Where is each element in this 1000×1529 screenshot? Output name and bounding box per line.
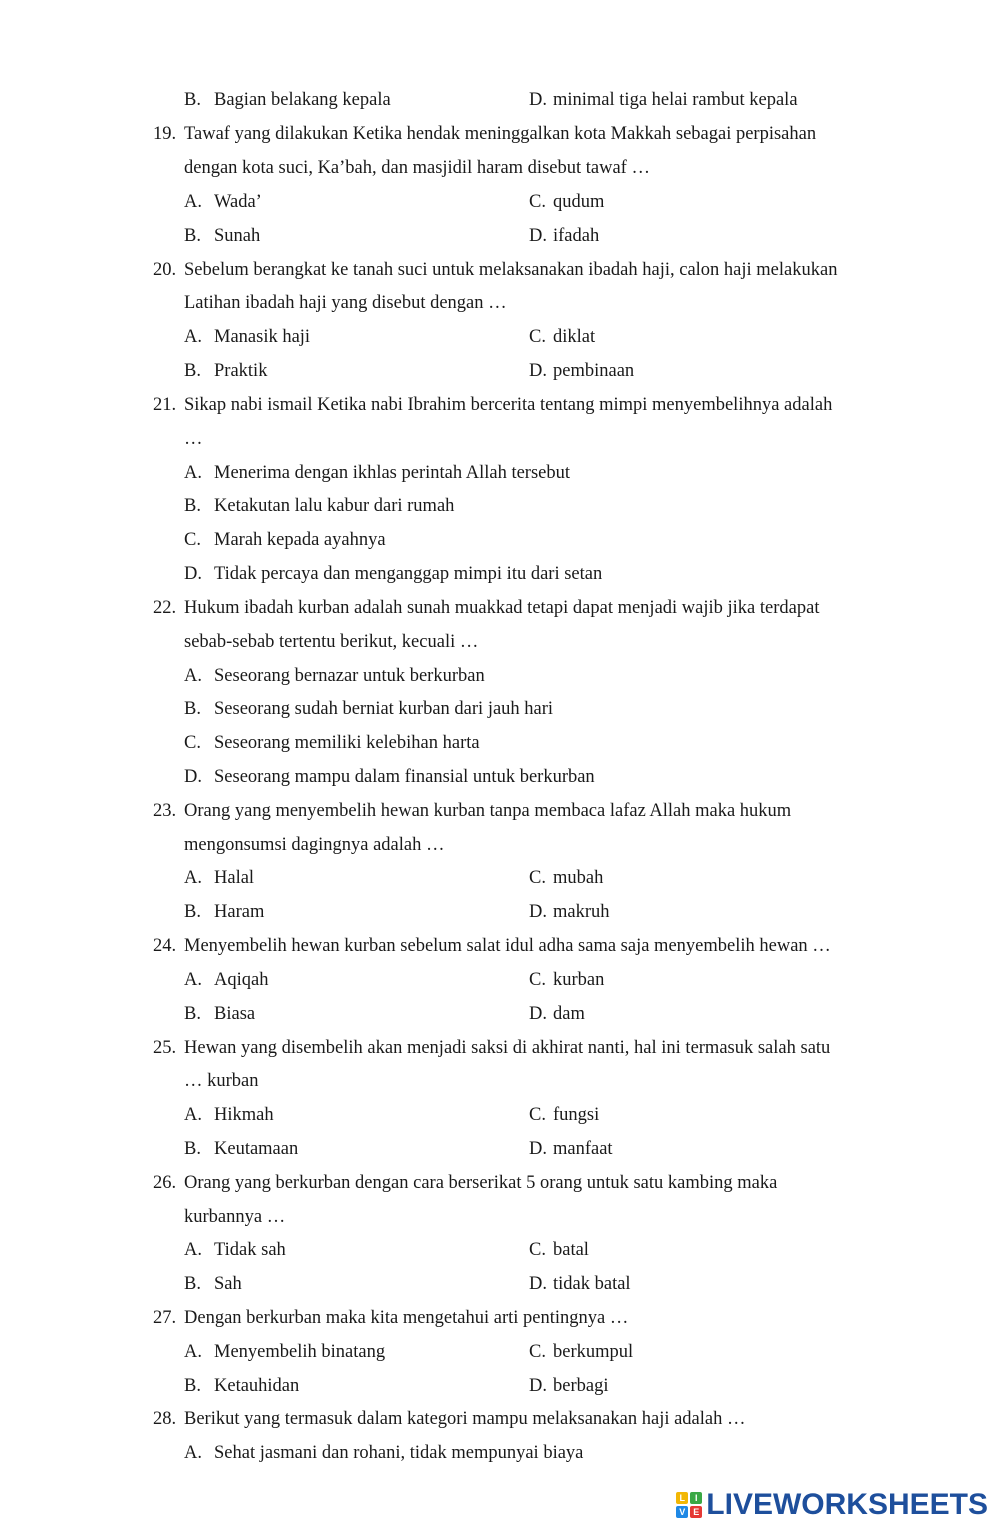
q23-options-row-2 bbox=[0, 895, 1000, 929]
option-text: Seseorang bernazar untuk berkurban bbox=[214, 666, 485, 686]
q22-option-c bbox=[0, 726, 1000, 760]
q23-option-a bbox=[184, 861, 255, 895]
option-label: D. bbox=[529, 1139, 547, 1159]
option-label: A. bbox=[184, 1105, 202, 1125]
q21-question-cont bbox=[0, 422, 1000, 456]
q25-option-c bbox=[529, 1098, 600, 1132]
option-label: B. bbox=[184, 361, 201, 381]
q19-options-row-1 bbox=[0, 185, 1000, 219]
q19-question-cont bbox=[0, 151, 1000, 185]
option-label: D. bbox=[529, 226, 547, 246]
question-text: Orang yang berkurban dengan cara berserikat 5 orang untuk satu kambing maka bbox=[184, 1173, 778, 1193]
q26-option-b bbox=[184, 1267, 242, 1301]
option-label: B. bbox=[184, 1274, 201, 1294]
option-text: Keutamaan bbox=[214, 1139, 299, 1159]
q25-option-b bbox=[184, 1132, 299, 1166]
option-label: A. bbox=[184, 1443, 202, 1463]
q21-option-d bbox=[0, 557, 1000, 591]
q21-question bbox=[0, 388, 1000, 422]
question-number: 19. bbox=[153, 124, 177, 144]
question-number: 24. bbox=[153, 936, 177, 956]
option-text: Sah bbox=[214, 1274, 242, 1294]
q27-options-row-2 bbox=[0, 1369, 1000, 1403]
option-label: B. bbox=[184, 226, 201, 246]
option-text: Seseorang sudah berniat kurban dari jauh hari bbox=[214, 699, 554, 719]
question-text: Sikap nabi ismail Ketika nabi Ibrahim bercerita tentang mimpi menyembelihnya adalah bbox=[184, 395, 833, 415]
q23-question bbox=[0, 794, 1000, 828]
question-text: kurbannya … bbox=[184, 1207, 286, 1227]
q27-option-d bbox=[529, 1369, 609, 1403]
question-number: 25. bbox=[153, 1038, 177, 1058]
option-text: Seseorang memiliki kelebihan harta bbox=[214, 733, 480, 753]
option-text: Praktik bbox=[214, 361, 268, 381]
option-text: Ketakutan lalu kabur dari rumah bbox=[214, 496, 455, 516]
q28-question bbox=[0, 1402, 1000, 1436]
q20-question-cont bbox=[0, 286, 1000, 320]
q19-option-c bbox=[529, 185, 605, 219]
option-label: D. bbox=[529, 1274, 547, 1294]
option-text: Sehat jasmani dan rohani, tidak mempunyai biaya bbox=[214, 1443, 584, 1463]
q18-option-b bbox=[184, 83, 391, 117]
question-number: 20. bbox=[153, 260, 177, 280]
option-label: A. bbox=[184, 192, 202, 212]
option-text: Sunah bbox=[214, 226, 261, 246]
option-label: A. bbox=[184, 463, 202, 483]
option-label: D. bbox=[529, 1004, 547, 1024]
q19-option-b bbox=[184, 219, 261, 253]
option-label: B. bbox=[184, 496, 201, 516]
option-text: makruh bbox=[553, 902, 610, 922]
option-label: C. bbox=[529, 1240, 546, 1260]
q25-options-row-1 bbox=[0, 1098, 1000, 1132]
q24-option-b bbox=[184, 997, 256, 1031]
option-text: mubah bbox=[553, 868, 604, 888]
q20-option-b bbox=[184, 354, 268, 388]
option-label: A. bbox=[184, 327, 202, 347]
logo-wordmark: LIVEWORKSHEETS bbox=[706, 1488, 988, 1521]
option-label: D. bbox=[184, 564, 202, 584]
q25-question bbox=[0, 1031, 1000, 1065]
q24-option-c bbox=[529, 963, 605, 997]
option-text: minimal tiga helai rambut kepala bbox=[553, 90, 798, 110]
option-text: Hikmah bbox=[214, 1105, 274, 1125]
question-number: 27. bbox=[153, 1308, 177, 1328]
question-number: 28. bbox=[153, 1409, 177, 1429]
q20-options-row-1 bbox=[0, 320, 1000, 354]
q26-question-cont bbox=[0, 1200, 1000, 1234]
option-text: Tidak percaya dan menganggap mimpi itu dari setan bbox=[214, 564, 603, 584]
question-text: dengan kota suci, Ka’bah, dan masjidil haram disebut tawaf … bbox=[184, 158, 650, 178]
option-label: C. bbox=[529, 327, 546, 347]
question-text: Berikut yang termasuk dalam kategori mampu melaksanakan haji adalah … bbox=[184, 1409, 746, 1429]
q19-option-a bbox=[184, 185, 262, 219]
q19-options-row-2 bbox=[0, 219, 1000, 253]
option-label: A. bbox=[184, 1240, 202, 1260]
question-text: mengonsumsi dagingnya adalah … bbox=[184, 835, 445, 855]
option-text: Manasik haji bbox=[214, 327, 311, 347]
q20-question bbox=[0, 253, 1000, 287]
q25-option-d bbox=[529, 1132, 613, 1166]
option-text: Menyembelih binatang bbox=[214, 1342, 386, 1362]
question-number: 26. bbox=[153, 1173, 177, 1193]
q22-question bbox=[0, 591, 1000, 625]
q23-options-row-1 bbox=[0, 861, 1000, 895]
option-label: A. bbox=[184, 666, 202, 686]
option-text: Menerima dengan ikhlas perintah Allah tersebut bbox=[214, 463, 571, 483]
option-text: Biasa bbox=[214, 1004, 256, 1024]
option-text: fungsi bbox=[553, 1105, 600, 1125]
option-label: B. bbox=[184, 902, 201, 922]
question-text: Hewan yang disembelih akan menjadi saksi di akhirat nanti, hal ini termasuk salah satu bbox=[184, 1038, 831, 1058]
q22-option-b bbox=[0, 692, 1000, 726]
q22-option-d bbox=[0, 760, 1000, 794]
q23-option-b bbox=[184, 895, 265, 929]
option-text: Aqiqah bbox=[214, 970, 269, 990]
question-number: 23. bbox=[153, 801, 177, 821]
q25-options-row-2 bbox=[0, 1132, 1000, 1166]
option-label: D. bbox=[529, 90, 547, 110]
option-label: D. bbox=[529, 902, 547, 922]
q27-option-b bbox=[184, 1369, 300, 1403]
logo-tile: V bbox=[676, 1506, 688, 1518]
q21-option-a bbox=[0, 456, 1000, 490]
q20-option-d bbox=[529, 354, 635, 388]
logo-tile: I bbox=[690, 1492, 702, 1504]
option-text: Marah kepada ayahnya bbox=[214, 530, 386, 550]
option-label: C. bbox=[529, 868, 546, 888]
option-label: B. bbox=[184, 90, 201, 110]
q26-option-a bbox=[184, 1233, 286, 1267]
q26-option-d bbox=[529, 1267, 631, 1301]
option-label: B. bbox=[184, 1139, 201, 1159]
q26-options-row-2 bbox=[0, 1267, 1000, 1301]
q23-option-c bbox=[529, 861, 604, 895]
option-label: C. bbox=[529, 970, 546, 990]
q20-option-c bbox=[529, 320, 596, 354]
option-text: berkumpul bbox=[553, 1342, 634, 1362]
question-text: … kurban bbox=[184, 1071, 259, 1091]
q22-option-a bbox=[0, 659, 1000, 693]
q27-option-c bbox=[529, 1335, 634, 1369]
question-text: sebab-sebab tertentu berikut, kecuali … bbox=[184, 632, 479, 652]
option-text: Seseorang mampu dalam finansial untuk berkurban bbox=[214, 767, 595, 787]
q24-question bbox=[0, 929, 1000, 963]
q23-option-d bbox=[529, 895, 610, 929]
q19-question bbox=[0, 117, 1000, 151]
option-text: Haram bbox=[214, 902, 265, 922]
q27-question bbox=[0, 1301, 1000, 1335]
option-label: D. bbox=[184, 767, 202, 787]
question-text: Dengan berkurban maka kita mengetahui arti pentingnya … bbox=[184, 1308, 629, 1328]
question-text: Sebelum berangkat ke tanah suci untuk melaksanakan ibadah haji, calon haji melakukan bbox=[184, 260, 838, 280]
q21-option-b bbox=[0, 489, 1000, 523]
option-text: ifadah bbox=[553, 226, 600, 246]
q25-question-cont bbox=[0, 1064, 1000, 1098]
logo-tile: L bbox=[676, 1492, 688, 1504]
question-text: Tawaf yang dilakukan Ketika hendak meninggalkan kota Makkah sebagai perpisahan bbox=[184, 124, 817, 144]
q20-option-a bbox=[184, 320, 311, 354]
option-label: C. bbox=[184, 733, 201, 753]
q21-option-c bbox=[0, 523, 1000, 557]
q19-option-d bbox=[529, 219, 600, 253]
q24-option-a bbox=[184, 963, 269, 997]
option-label: C. bbox=[529, 1105, 546, 1125]
question-number: 21. bbox=[153, 395, 177, 415]
question-text: Orang yang menyembelih hewan kurban tanpa membaca lafaz Allah maka hukum bbox=[184, 801, 792, 821]
q20-options-row-2 bbox=[0, 354, 1000, 388]
option-label: D. bbox=[529, 361, 547, 381]
option-text: diklat bbox=[553, 327, 596, 347]
option-text: kurban bbox=[553, 970, 605, 990]
q28-option-a bbox=[0, 1436, 1000, 1470]
q26-question bbox=[0, 1166, 1000, 1200]
option-label: B. bbox=[184, 699, 201, 719]
option-text: qudum bbox=[553, 192, 605, 212]
q26-options-row-1 bbox=[0, 1233, 1000, 1267]
q24-option-d bbox=[529, 997, 585, 1031]
question-text: Latihan ibadah haji yang disebut dengan … bbox=[184, 293, 507, 313]
option-text: Bagian belakang kepala bbox=[214, 90, 391, 110]
option-text: tidak batal bbox=[553, 1274, 631, 1294]
question-text: … bbox=[184, 429, 203, 449]
logo-tiles-icon bbox=[676, 1492, 702, 1518]
q24-options-row-2 bbox=[0, 997, 1000, 1031]
option-label: A. bbox=[184, 970, 202, 990]
option-text: Ketauhidan bbox=[214, 1376, 300, 1396]
option-text: batal bbox=[553, 1240, 589, 1260]
option-label: B. bbox=[184, 1004, 201, 1024]
option-text: dam bbox=[553, 1004, 585, 1024]
question-text: Menyembelih hewan kurban sebelum salat idul adha sama saja menyembelih hewan … bbox=[184, 936, 831, 956]
liveworksheets-logo[interactable] bbox=[676, 1487, 988, 1523]
q27-option-a bbox=[184, 1335, 386, 1369]
logo-tile: E bbox=[690, 1506, 702, 1518]
q26-option-c bbox=[529, 1233, 589, 1267]
option-text: manfaat bbox=[553, 1139, 613, 1159]
q22-question-cont bbox=[0, 625, 1000, 659]
option-text: pembinaan bbox=[553, 361, 635, 381]
option-label: D. bbox=[529, 1376, 547, 1396]
q27-options-row-1 bbox=[0, 1335, 1000, 1369]
option-label: C. bbox=[529, 192, 546, 212]
option-label: A. bbox=[184, 1342, 202, 1362]
q23-question-cont bbox=[0, 828, 1000, 862]
option-text: Tidak sah bbox=[214, 1240, 286, 1260]
option-text: Halal bbox=[214, 868, 255, 888]
option-text: Wada’ bbox=[214, 192, 262, 212]
question-number: 22. bbox=[153, 598, 177, 618]
option-label: A. bbox=[184, 868, 202, 888]
question-text: Hukum ibadah kurban adalah sunah muakkad tetapi dapat menjadi wajib jika terdapat bbox=[184, 598, 820, 618]
option-label: B. bbox=[184, 1376, 201, 1396]
q18-options-row-2 bbox=[0, 83, 1000, 117]
option-label: C. bbox=[529, 1342, 546, 1362]
q24-options-row-1 bbox=[0, 963, 1000, 997]
option-text: berbagi bbox=[553, 1376, 609, 1396]
option-label: C. bbox=[184, 530, 201, 550]
q18-option-d bbox=[529, 83, 798, 117]
q25-option-a bbox=[184, 1098, 274, 1132]
